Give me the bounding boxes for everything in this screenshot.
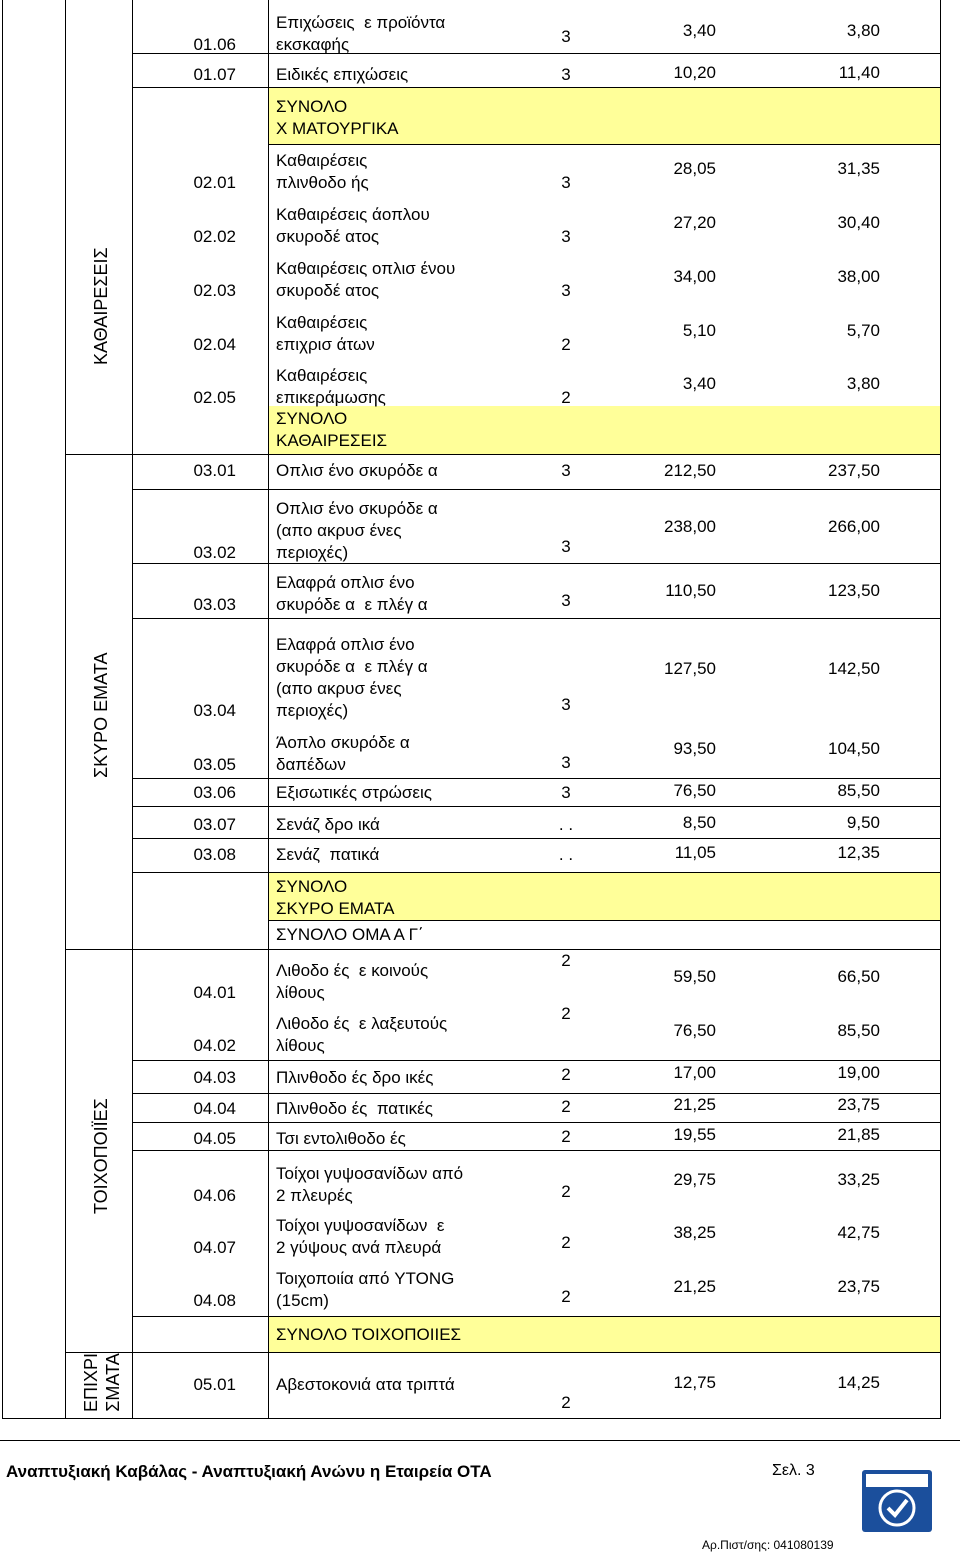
row-price-low: 10,20 (673, 63, 716, 82)
row-price-high: 5,70 (846, 321, 880, 340)
section-label-skyrodemata: ΣΚΥΡΟ ΕΜΑΤΑ (91, 652, 111, 778)
row-price-low: 3,40 (682, 374, 716, 393)
row-unit: 3 (561, 695, 571, 714)
row-price-low: 21,25 (673, 1277, 716, 1296)
row-code: 04.07 (193, 1238, 236, 1257)
tuv-certification-logo-icon (862, 1470, 932, 1532)
row-code: 04.03 (193, 1068, 236, 1087)
footer-page-number: Σελ. 3 (772, 1462, 815, 1479)
row-description: Τοίχοι γυψοσανίδων από 2 πλευρές (276, 1164, 464, 1205)
row-description: ΣΥΝΟΛΟ Χ ΜΑΤΟΥΡΓΙΚΑ (276, 97, 399, 138)
row-price-high: 23,75 (837, 1277, 880, 1296)
row-price-high: 33,25 (837, 1170, 880, 1189)
row-description: Επιχώσεις ε προϊόντα εκσκαφής (276, 13, 446, 54)
row-price-low: 28,05 (673, 159, 716, 178)
row-price-high: 85,50 (837, 781, 880, 800)
row-description: Λιθοδο ές ε κοινούς λίθους (276, 961, 429, 1002)
row-unit: 3 (561, 753, 571, 772)
row-description: Σενάζ πατικά (276, 845, 380, 864)
row-code: 03.08 (193, 845, 236, 864)
section-label-kathaireseis: ΚΑΘΑΙΡΕΣΕΙΣ (91, 247, 111, 365)
row-description: Ελαφρά οπλισ ένο σκυρόδε α ε πλέγ α (276, 573, 428, 614)
row-code: 03.07 (193, 815, 236, 834)
row-unit: 2 (561, 1065, 571, 1084)
row-price-low: 93,50 (673, 739, 716, 758)
row-code: 03.03 (193, 595, 236, 614)
row-code: 02.04 (193, 335, 236, 354)
row-price-low: 11,05 (674, 843, 716, 862)
row-unit: 2 (561, 1097, 571, 1116)
row-description: Τσι εντολιθοδο ές (276, 1129, 406, 1148)
row-code: 03.01 (193, 461, 236, 480)
row-price-low: 34,00 (673, 267, 716, 286)
row-price-high: 19,00 (837, 1063, 880, 1082)
row-description: ΣΥΝΟΛΟ ΟΜΑ Α Γ΄ (276, 925, 424, 944)
row-price-low: 5,10 (682, 321, 716, 340)
row-unit: 3 (561, 27, 571, 46)
row-price-high: 266,00 (828, 517, 880, 536)
row-price-high: 12,35 (837, 843, 880, 862)
section-label-epichrismata: ΕΠΙΧΡΙ ΣΜΑΤΑ (81, 1352, 123, 1412)
row-price-high: 123,50 (828, 581, 880, 600)
row-code: 02.03 (193, 281, 236, 300)
row-unit: . . (558, 845, 574, 864)
row-unit: 2 (561, 1182, 571, 1201)
row-unit: 3 (561, 461, 571, 480)
row-unit: 2 (561, 388, 571, 407)
row-unit: 2 (561, 1127, 571, 1146)
row-price-high: 30,40 (837, 213, 880, 232)
row-description: Καθαιρέσεις επικεράμωσης (276, 366, 386, 407)
row-price-high: 85,50 (837, 1021, 880, 1040)
row-unit: 3 (561, 173, 571, 192)
row-code: 04.04 (193, 1099, 236, 1118)
row-description: Ειδικές επιχώσεις (276, 65, 409, 84)
row-description: Εξισωτικές στρώσεις (276, 783, 432, 802)
row-code: 04.01 (193, 983, 236, 1002)
row-code: 02.05 (193, 388, 236, 407)
row-price-low: 19,55 (673, 1125, 716, 1144)
row-description: Λιθοδο ές ε λαξευτούς λίθους (276, 1014, 448, 1055)
row-description: Οπλισ ένο σκυρόδε α (276, 461, 438, 480)
row-price-high: 23,75 (837, 1095, 880, 1114)
row-price-high: 38,00 (837, 267, 880, 286)
row-description: Τοιχοποιία από YTONG (15cm) (276, 1269, 455, 1310)
row-price-low: 127,50 (664, 659, 716, 678)
row-description: ΣΥΝΟΛΟ ΚΑΘΑΙΡΕΣΕΙΣ (276, 409, 388, 450)
row-description: Πλινθοδο ές πατικές (276, 1099, 433, 1118)
row-price-low: 76,50 (673, 781, 716, 800)
row-code: 02.01 (193, 173, 236, 192)
row-unit: 2 (561, 1393, 571, 1412)
row-price-high: 42,75 (837, 1223, 880, 1242)
row-price-low: 38,25 (673, 1223, 716, 1242)
row-code: 03.05 (193, 755, 236, 774)
row-unit: 3 (561, 65, 571, 84)
row-code: 03.02 (193, 543, 236, 562)
row-code: 03.04 (193, 701, 236, 720)
row-price-high: 3,80 (846, 374, 880, 393)
row-unit: 2 (561, 951, 571, 970)
row-code: 04.05 (193, 1129, 236, 1148)
row-description: Άοπλο σκυρόδε α δαπέδων (276, 733, 410, 774)
row-unit: 3 (561, 227, 571, 246)
row-price-low: 76,50 (673, 1021, 716, 1040)
row-description: Σενάζ δρο ικά (276, 815, 380, 834)
row-price-low: 17,00 (673, 1063, 716, 1082)
row-price-low: 3,40 (682, 21, 716, 40)
row-code: 03.06 (193, 783, 236, 802)
row-price-high: 11,40 (838, 63, 880, 82)
row-price-high: 66,50 (837, 967, 880, 986)
section-label-toichopoiies: ΤΟΙΧΟΠΟΙΪΕΣ (91, 1098, 111, 1214)
row-description: Καθαιρέσεις πλινθοδο ής (276, 151, 369, 192)
row-description: Ελαφρά οπλισ ένο σκυρόδε α ε πλέγ α (απο ακρυσ ένες περιοχές) (276, 635, 428, 720)
row-unit: 3 (561, 591, 571, 610)
row-description: Καθαιρέσεις άοπλου σκυροδέ ατος (276, 205, 430, 246)
row-unit: 3 (561, 537, 571, 556)
row-price-high: 21,85 (837, 1125, 880, 1144)
row-code: 04.02 (193, 1036, 236, 1055)
row-price-low: 212,50 (664, 461, 716, 480)
row-price-high: 9,50 (846, 813, 880, 832)
row-price-high: 3,80 (846, 21, 880, 40)
row-unit: 2 (561, 1287, 571, 1306)
row-description: Καθαιρέσεις οπλισ ένου σκυροδέ ατος (276, 259, 456, 300)
row-code: 05.01 (193, 1375, 236, 1394)
row-unit: 2 (561, 335, 571, 354)
footer-certification-number: Αρ.Πιστ/σης: 041080139 (702, 1538, 834, 1552)
row-description: Πλινθοδο ές δρο ικές (276, 1068, 434, 1087)
row-code: 04.06 (193, 1186, 236, 1205)
row-description: ΣΥΝΟΛΟ ΣΚΥΡΟ ΕΜΑΤΑ (276, 877, 395, 918)
row-code: 04.08 (193, 1291, 236, 1310)
row-description: Αβεστοκονιά ατα τριπτά (276, 1375, 455, 1394)
row-description: Καθαιρέσεις επιχρισ άτων (276, 313, 375, 354)
row-price-low: 8,50 (682, 813, 716, 832)
row-unit: 3 (561, 281, 571, 300)
row-code: 01.07 (193, 65, 236, 84)
row-unit: 3 (561, 783, 571, 802)
row-unit: 2 (561, 1004, 571, 1023)
row-price-low: 27,20 (673, 213, 716, 232)
row-code: 01.06 (193, 35, 236, 54)
row-price-high: 31,35 (837, 159, 880, 178)
row-price-low: 110,50 (665, 581, 716, 600)
row-description: Τοίχοι γυψοσανίδων ε 2 γύψους ανά πλευρά (276, 1216, 445, 1257)
row-price-low: 238,00 (664, 517, 716, 536)
footer-company: Αναπτυξιακή Καβάλας - Αναπτυξιακή Ανώνυ η Εταιρεία ΟΤΑ (6, 1462, 492, 1481)
row-unit: . . (558, 815, 574, 834)
row-price-low: 29,75 (673, 1170, 716, 1189)
row-price-low: 21,25 (673, 1095, 716, 1114)
row-price-high: 14,25 (837, 1373, 880, 1392)
row-price-high: 104,50 (828, 739, 880, 758)
row-price-high: 142,50 (828, 659, 880, 678)
row-description: Οπλισ ένο σκυρόδε α (απο ακρυσ ένες περιοχές) (276, 499, 438, 562)
row-price-high: 237,50 (828, 461, 880, 480)
row-code: 02.02 (193, 227, 236, 246)
row-price-low: 59,50 (673, 967, 716, 986)
row-price-low: 12,75 (673, 1373, 716, 1392)
row-unit: 2 (561, 1233, 571, 1252)
row-description: ΣΥΝΟΛΟ ΤΟΙΧΟΠΟΙΙΕΣ (276, 1325, 462, 1344)
